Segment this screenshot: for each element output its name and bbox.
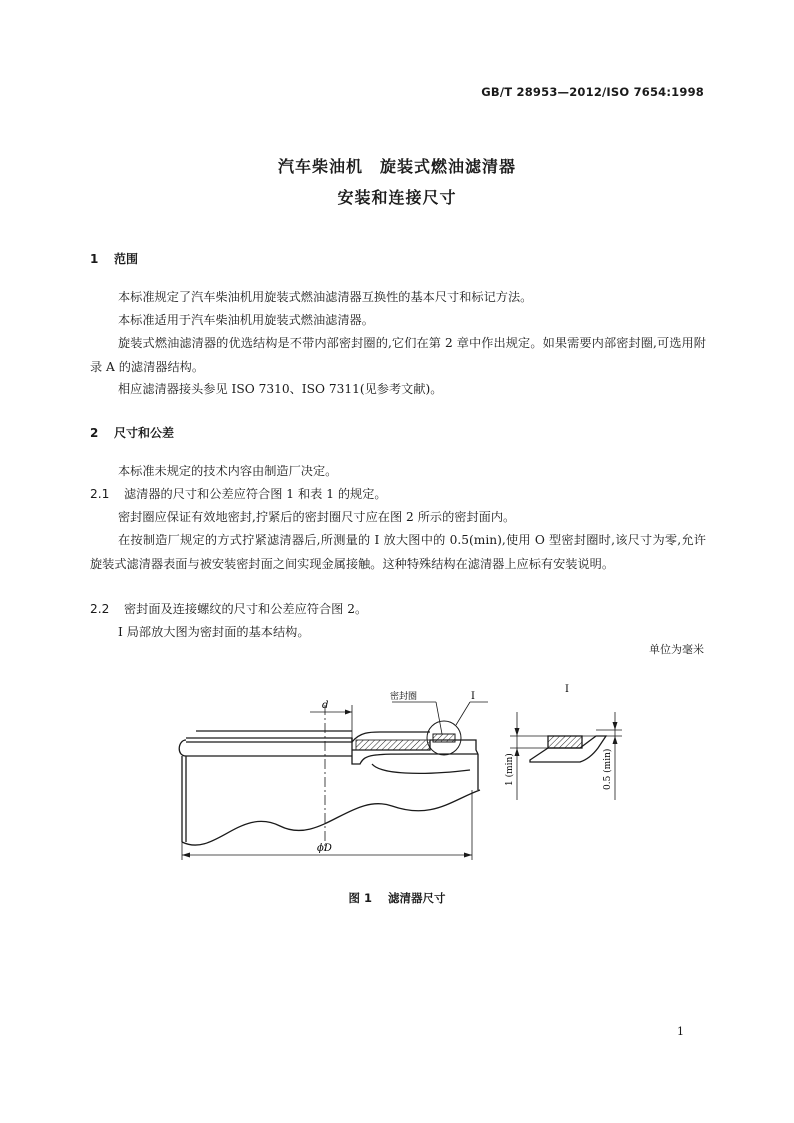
- section1-number: 1: [90, 252, 99, 266]
- section2-title: 尺寸和公差: [114, 426, 175, 440]
- seal-plate-hatching: [356, 740, 430, 750]
- detail-title-i: I: [565, 684, 569, 695]
- clause-2-2-paragraph-1: I 局部放大图为密封面的基本结构。: [118, 625, 310, 639]
- section1-title: 范围: [114, 252, 139, 266]
- label-d: d: [322, 700, 329, 711]
- clause-2-1-paragraph-2: 在按制造厂规定的方式拧紧滤清器后,所测量的 I 放大图中的 0.5(min),使用 O 型密封圈时,该尺寸为零,允许旋装式滤清器表面与被安装密封面之间实现金属接触。这种特殊结构在滤清器上应标有安装说明。: [90, 533, 706, 571]
- document-title-line2: 安装和连接尺寸: [337, 188, 457, 207]
- figure-caption-text: 滤清器尺寸: [388, 891, 446, 905]
- section1-heading: [90, 250, 138, 267]
- page-number: 1: [677, 1025, 684, 1038]
- label-detail-i: I: [471, 691, 475, 702]
- figure-caption-number: 图 1: [348, 891, 372, 905]
- clause-2-1: [90, 483, 706, 507]
- dim-0-5-min: 0.5 (min): [603, 748, 613, 790]
- figure-1-drawing: [0, 670, 794, 880]
- section2-number: 2: [90, 426, 99, 440]
- section1-paragraph-1: 本标准规定了汽车柴油机用旋装式燃油滤清器互换性的基本尺寸和标记方法。: [118, 290, 533, 304]
- filter-body-section: [179, 731, 480, 845]
- section2-heading: [90, 424, 174, 441]
- section1-paragraph-3: 旋装式燃油滤清器的优选结构是不带内部密封圈的,它们在第 2 章中作出规定。如果需要内部密封圈,可选用附录 A 的滤清器结构。: [90, 336, 706, 374]
- clause-2-2-text: 密封面及连接螺纹的尺寸和公差应符合图 2。: [124, 602, 368, 616]
- section2-intro: 本标准未规定的技术内容由制造厂决定。: [118, 464, 338, 478]
- label-seal: 密封圈: [390, 692, 418, 702]
- section1-paragraph-2: 本标准适用于汽车柴油机用旋装式燃油滤清器。: [118, 313, 374, 327]
- detail-seal-ring: [548, 736, 582, 748]
- clause-2-1-paragraph-1: 密封圈应保证有效地密封,拧紧后的密封圈尺寸应在图 2 所示的密封面内。: [118, 510, 516, 524]
- clause-2-1-number: 2.1: [90, 487, 110, 501]
- label-phid: ϕD: [317, 843, 332, 854]
- document-title-line1: 汽车柴油机 旋装式燃油滤清器: [277, 157, 516, 176]
- clause-2-1-text: 滤清器的尺寸和公差应符合图 1 和表 1 的规定。: [124, 487, 387, 501]
- section1-paragraph-4: 相应滤清器接头参见 ISO 7310、ISO 7311(见参考文献)。: [118, 382, 443, 396]
- units-note: 单位为毫米: [649, 643, 704, 656]
- clause-2-2-number: 2.2: [90, 602, 110, 616]
- seal-ring: [433, 734, 455, 742]
- dim-1-min: 1 (min): [505, 753, 515, 786]
- figure-caption: [0, 890, 794, 906]
- clause-2-2: [90, 598, 706, 622]
- standard-code: GB/T 28953—2012/ISO 7654:1998: [481, 85, 704, 99]
